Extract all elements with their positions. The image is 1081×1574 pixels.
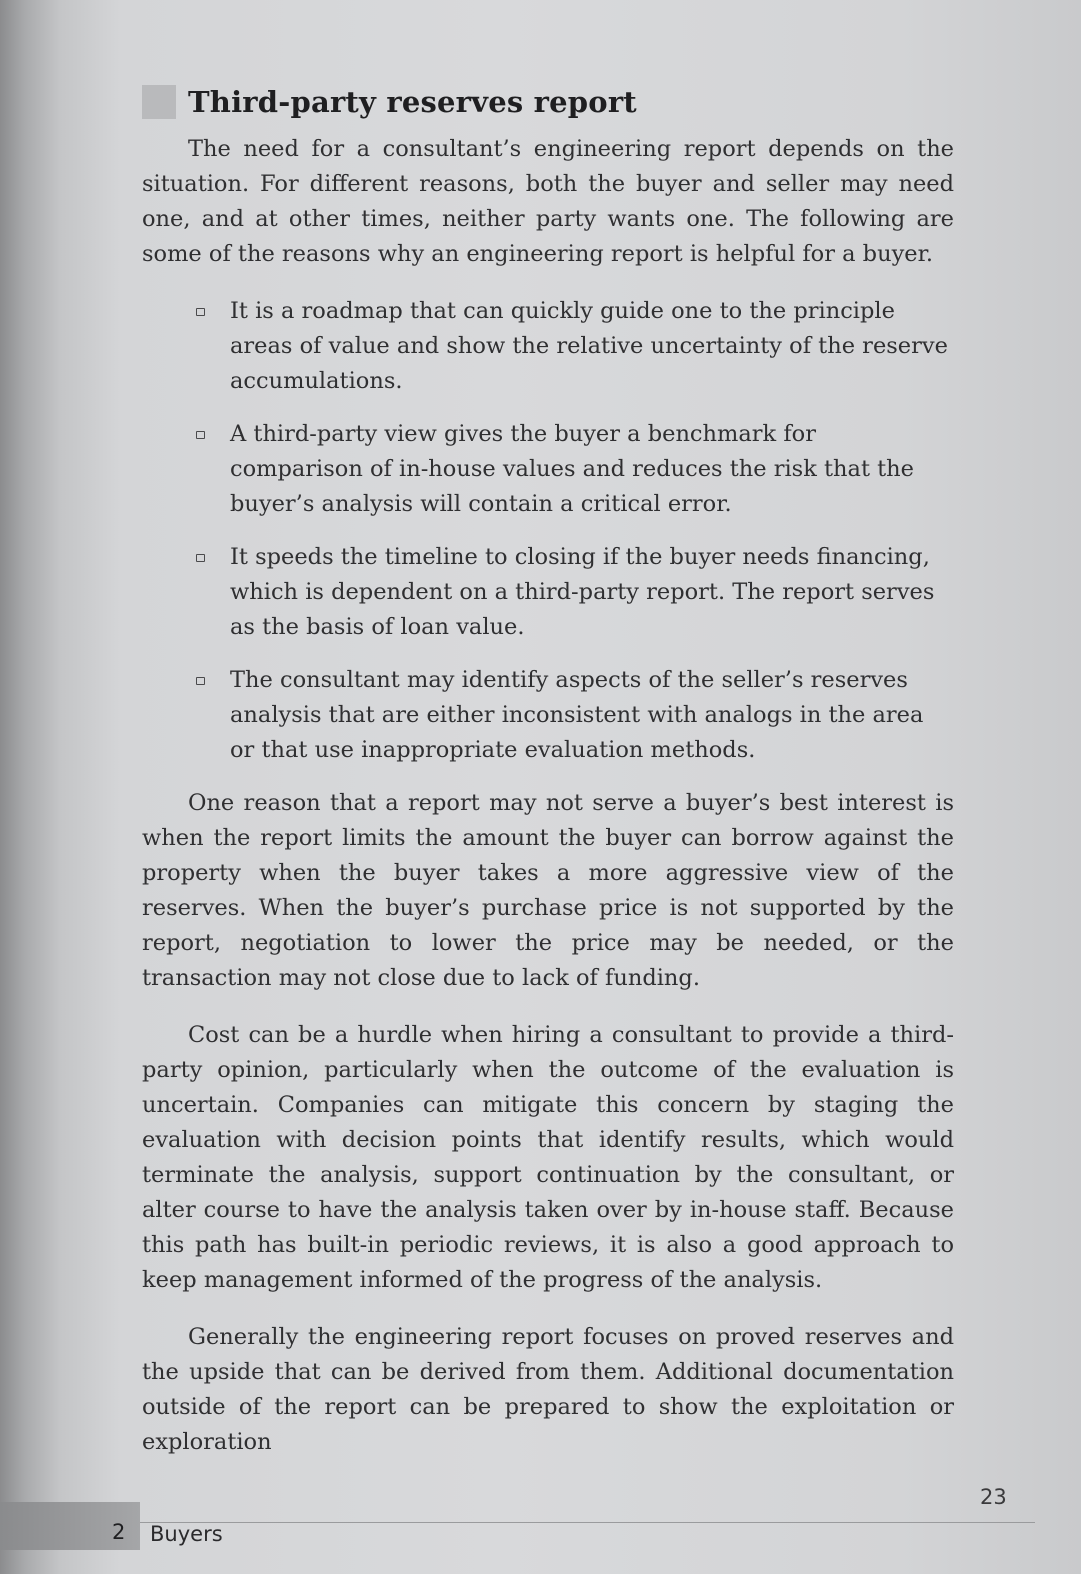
square-bullet-icon xyxy=(196,554,205,562)
bullet-list xyxy=(142,294,954,768)
bullet-item xyxy=(230,540,954,645)
paragraph-intro: The need for a consultant’s engineering report depends on the situation. For different reasons, both the buyer and seller may need one, and at other times, neither party wants one. The following are some of the reasons why an engineering report is helpful for a buyer. xyxy=(142,136,954,267)
paragraph-3: Cost can be a hurdle when hiring a consultant to provide a third-party opinion, particularly when the outcome of the evaluation is uncertain. Companies can mitigate this concern by staging the evaluation with decision points that identify results, which would terminate the analysis, support continuation by the consultant, or alter course to have the analysis taken over by in-house staff. Because this path has built-in periodic reviews, it is also a good approach to keep management informed of the progress of the analysis. xyxy=(142,1022,954,1293)
bullet-text: It speeds the timeline to closing if the buyer needs financing, which is dependent on a third-party report. The report serves as the basis of loan value. xyxy=(230,544,935,640)
bullet-item xyxy=(230,663,954,768)
heading-square-marker xyxy=(142,85,176,119)
bullet-item xyxy=(230,417,954,522)
square-bullet-icon xyxy=(196,431,205,439)
bullet-item xyxy=(230,294,954,399)
page-number: 23 xyxy=(980,1485,1007,1509)
chapter-name: Buyers xyxy=(150,1522,223,1546)
square-bullet-icon xyxy=(196,308,205,316)
section-heading xyxy=(142,84,637,120)
section-title: Third-party reserves report xyxy=(188,85,637,119)
body-text xyxy=(142,132,954,1482)
bullet-text: A third-party view gives the buyer a benchmark for comparison of in-house values and reduces the risk that the buyer’s analysis will contain a critical error. xyxy=(230,421,914,517)
square-bullet-icon xyxy=(196,677,205,685)
bullet-text: It is a roadmap that can quickly guide one to the principle areas of value and show the relative uncertainty of the reserve accumulations. xyxy=(230,298,948,394)
paragraph-2: One reason that a report may not serve a buyer’s best interest is when the report limits the amount the buyer can borrow against the property when the buyer takes a more aggressive view of the reserves. When the buyer’s purchase price is not supported by the report, negotiation to lower the price may be needed, or the transaction may not close due to lack of funding. xyxy=(142,790,954,991)
paragraph-4: Generally the engineering report focuses on proved reserves and the upside that can be derived from them. Additional documentation outside of the report can be prepared to show the exploitation or exploration xyxy=(142,1324,954,1455)
chapter-number: 2 xyxy=(112,1520,126,1544)
bullet-text: The consultant may identify aspects of the seller’s reserves analysis that are either inconsistent with analogs in the area or that use inappropriate evaluation methods. xyxy=(230,667,924,763)
footer-rule xyxy=(140,1522,1035,1523)
